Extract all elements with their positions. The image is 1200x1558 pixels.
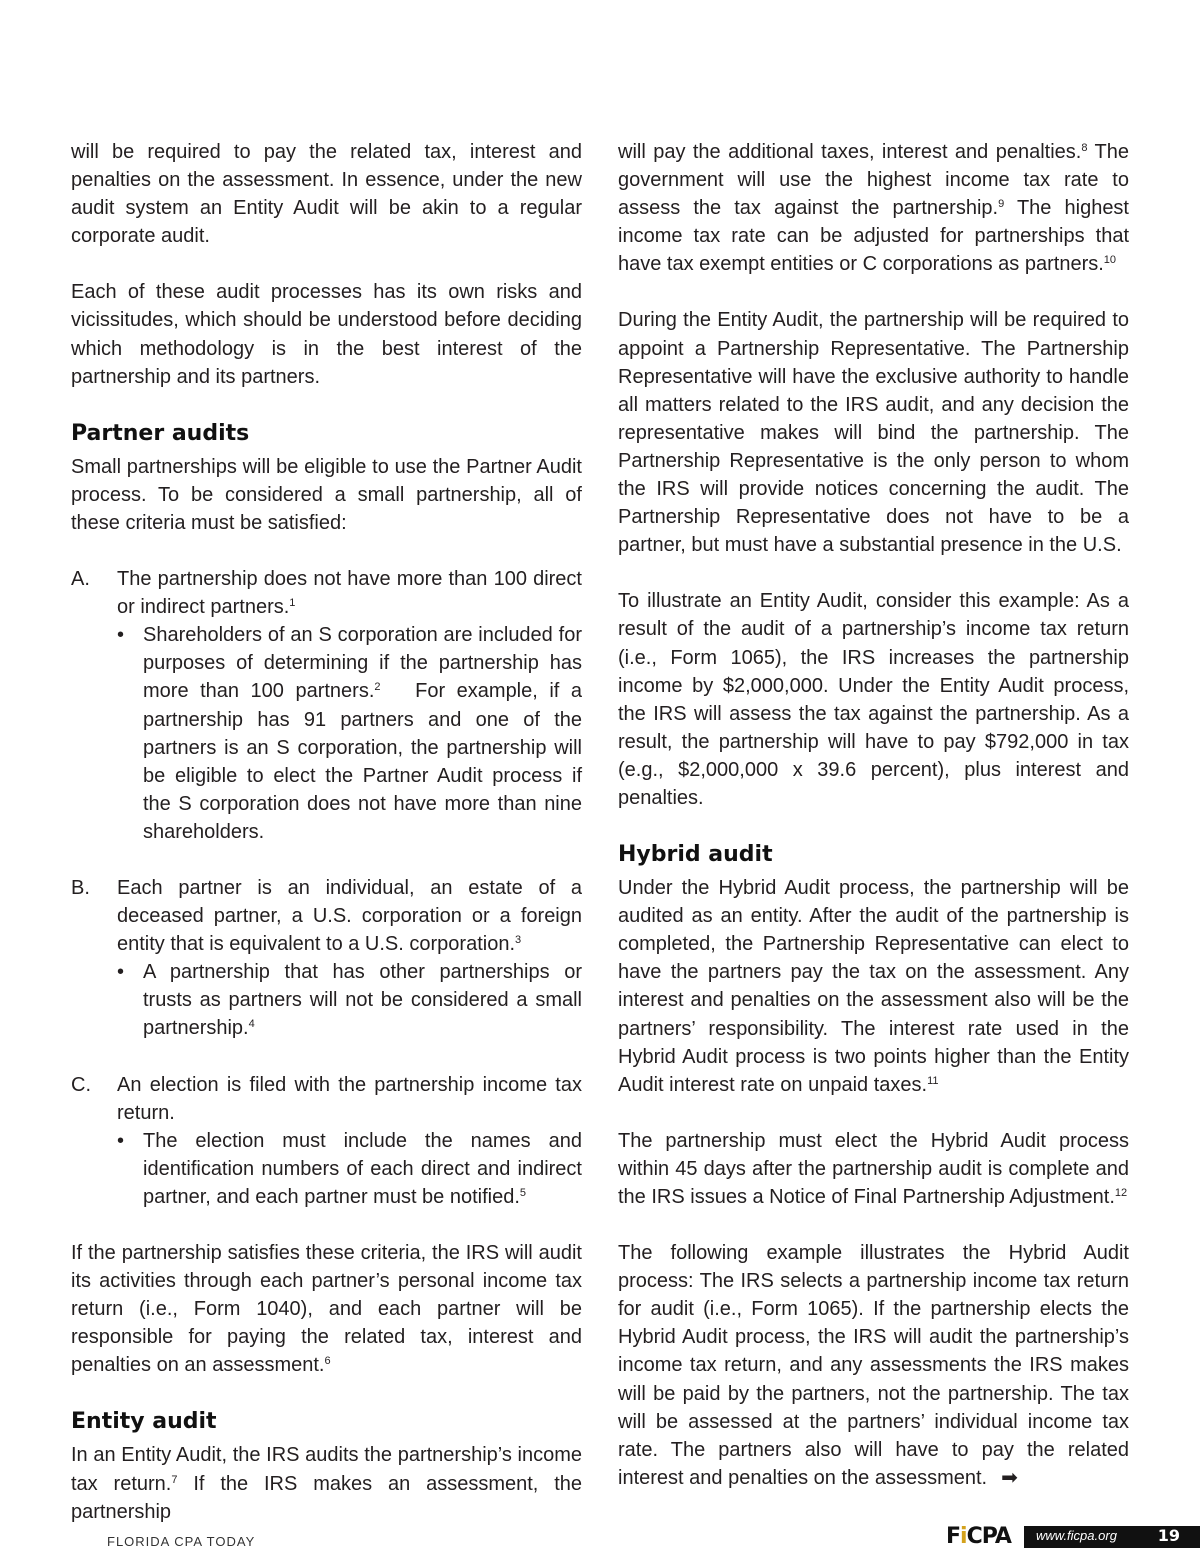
bullet-icon: •: [117, 1129, 125, 1152]
criteria-item-c: [71, 1071, 582, 1211]
bullet-icon: •: [117, 624, 125, 647]
page-number: 19: [1157, 1526, 1180, 1545]
paragraph: Under the Hybrid Audit process, the partnership will be audited as an entity. After the audit of the partnership is completed, the Partnership Representative can elect to have the partners pay the tax on the assessment. Any interest and penalties on the assessment also will be the partners’ responsibility. The interest rate used in the Hybrid Audit process is two points higher than the Entity Audit interest rate on unpaid taxes.$^{11}$: [618, 877, 1129, 1096]
criteria-item-b: [71, 874, 582, 1043]
left-column: [71, 138, 582, 1554]
bullet-item: • Shareholders of an S corporation are included for purposes of determining if the partnership has more than 100 partners.$^2$ For example, if a partnership has 91 partners and one of the partners is an S corporation, the partnership will be eligible to elect the Partner Audit process if the S corporation does not have more than nine shareholders.: [117, 621, 582, 846]
footer-bar: [1024, 1526, 1200, 1548]
paragraph: The partnership must elect the Hybrid Audit process within 45 days after the partnership audit is complete and the IRS issues a Notice of Final Partnership Adjustment.$^{12}$: [618, 1129, 1129, 1208]
criteria-item-a: [71, 565, 582, 846]
bullet-icon: •: [117, 961, 125, 984]
list-text: The partnership does not have more than 100 direct or indirect partners.$^1$: [117, 568, 582, 619]
list-label: C.: [71, 1073, 91, 1096]
footnote-ref: 1: [289, 597, 296, 610]
footer-brand: [946, 1524, 1200, 1550]
list-label: A.: [71, 568, 90, 591]
footnote-ref: 3: [515, 934, 522, 947]
heading-hybrid-audit: Hybrid audit: [618, 842, 773, 868]
bullet-item: • A partnership that has other partnerships or trusts as partners will not be considered a small partnership.$^4$: [117, 958, 582, 1042]
footnote-ref: 5: [519, 1186, 527, 1199]
list-label: B.: [71, 876, 90, 899]
footnote-ref: 2: [374, 681, 381, 694]
bullet-item: • The election must include the names and identification numbers of each direct and indirect partner, and each partner must be notified.$^5$: [117, 1127, 582, 1211]
footnote-ref: 6: [324, 1355, 331, 1368]
ficpa-logo: FiCPA: [946, 1524, 1011, 1549]
right-column: [618, 138, 1129, 1520]
paragraph: will be required to pay the related tax, interest and penalties on the assessment. In essence, under the new audit system an Entity Audit will be akin to a regular corporate audit.: [71, 141, 582, 248]
paragraph: will pay the additional taxes, interest and penalties.$^8$ The government will use the highest income tax rate to assess the tax against the partnership.$^9$ The highest income tax rate can be adjusted for partnerships that have tax exempt entities or C corporations as partners.$^{10}$: [618, 141, 1129, 276]
paragraph: In an Entity Audit, the IRS audits the partnership’s income tax return.$^7$ If the IRS makes an assessment, the partnership: [71, 1444, 583, 1523]
publication-name: FLORIDA CPA TODAY: [107, 1534, 256, 1549]
footnote-ref: 8: [1081, 142, 1088, 154]
paragraph: The following example illustrates the Hybrid Audit process: The IRS selects a partnership income tax return for audit (i.e., Form 1065). If the partnership elects the Hybrid Audit process, the IRS will audit the partnership’s income tax return, and any assessments the IRS makes will be paid by the partners, not the partnership. The tax will be assessed at the partners’ individual income tax rate. The partners also will have to pay the related interest and penalties on the assessment. ➡: [618, 1239, 1129, 1492]
footnote-ref: 4: [248, 1018, 255, 1031]
footnote-ref: 7: [171, 1473, 178, 1486]
footnote-ref: 10: [1103, 254, 1117, 267]
footnote-ref: 11: [927, 1074, 939, 1087]
footnote-ref: 9: [998, 198, 1005, 211]
list-text: Each partner is an individual, an estate of a deceased partner, a U.S. corporation or a foreign entity that is equivalent to a U.S. corporation.$^3$: [117, 876, 582, 956]
heading-partner-audits: Partner audits: [71, 420, 250, 446]
footnote-ref: 12: [1114, 1187, 1128, 1199]
list-text: An election is filed with the partnership income tax return.: [117, 1073, 582, 1124]
right-arrow-icon: ➡: [1001, 1466, 1018, 1489]
paragraph: To illustrate an Entity Audit, consider this example: As a result of the audit of a partnership’s income tax return (i.e., Form 1065), the IRS increases the partnership income by $2,000,000. Under the Entity Audit process, the IRS will assess the tax against the partnership. As a result, the partnership will have to pay $792,000 in tax (e.g., $2,000,000 x 39.6 percent), plus interest and penalties.: [618, 590, 1129, 809]
paragraph: If the partnership satisfies these criteria, the IRS will audit its activities through each partner’s personal income tax return (i.e., Form 1040), and each partner will be responsible for paying the related tax, interest and penalties on an assessment.$^6$: [71, 1242, 582, 1377]
paragraph: Each of these audit processes has its own risks and vicissitudes, which should be understood before deciding which methodology is in the best interest of the partnership and its partners.: [71, 281, 582, 388]
paragraph: During the Entity Audit, the partnership will be required to appoint a Partnership Representative. The Partnership Representative will have the exclusive authority to handle all matters related to the IRS audit, and any decision the representative makes will bind the partnership. The Partnership Representative is the only person to whom the IRS will provide notices concerning the audit. The Partnership Representative does not have to be a partner, but must have a substantial presence in the U.S.: [618, 309, 1129, 557]
paragraph: Small partnerships will be eligible to use the Partner Audit process. To be considered a small partnership, all of these criteria must be satisfied:: [71, 455, 582, 534]
heading-entity-audit: Entity audit: [71, 1409, 217, 1435]
website-link[interactable]: www.ficpa.org: [1036, 1528, 1117, 1543]
